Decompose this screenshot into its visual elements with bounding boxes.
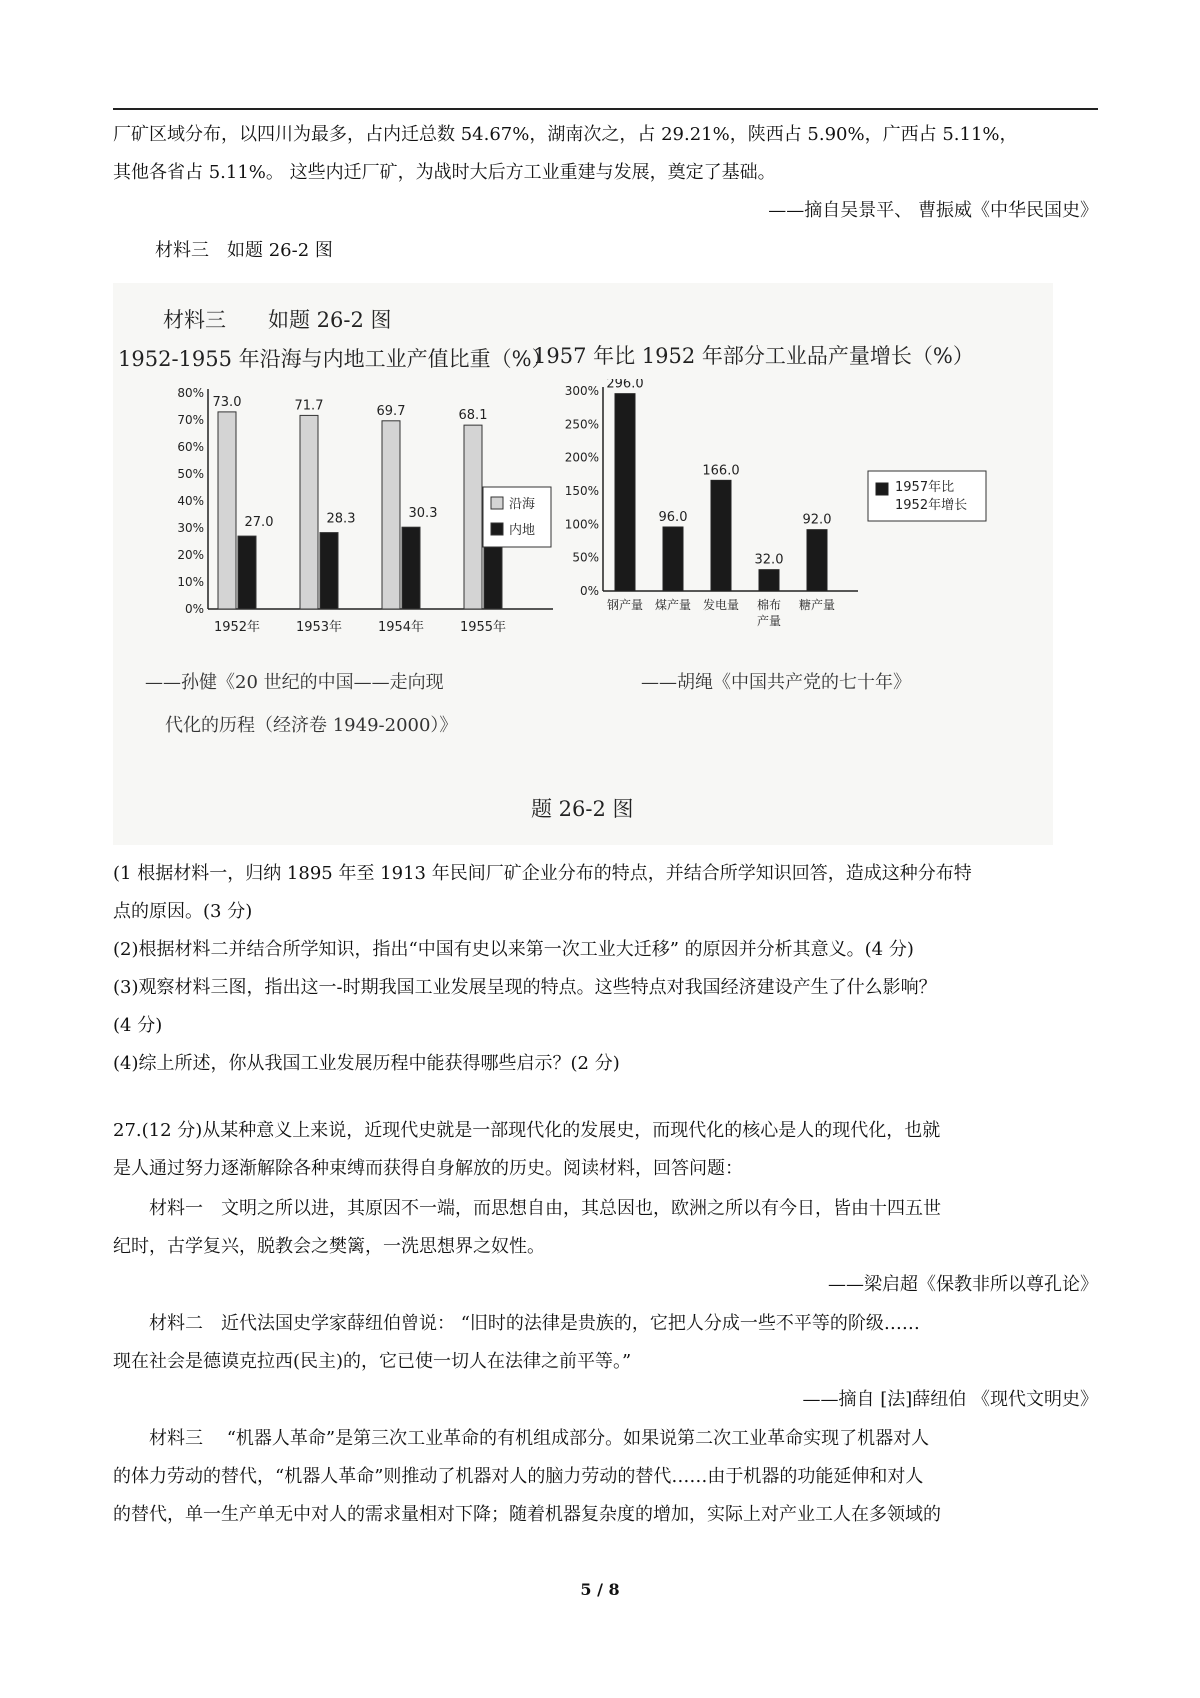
figure-caption: 题 26-2 图 [531,797,634,821]
data-label: 96.0 [658,510,688,525]
q27-material1-line-1: 材料一 文明之所以进，其原因不一端，而思想自由，其总因也，欧洲之所以有今日，皆由十四五世 [149,1198,941,1219]
q27-material1-line-2: 纪时，古学复兴，脱教会之樊篱，一洗思想界之奴性。 [113,1236,545,1257]
x-tick-label: 煤产量 [654,598,692,612]
y-tick-label: 80% [177,386,204,400]
x-tick-label: 1954年 [377,620,425,635]
left-chart-citation-line-1: ——孙健《20 世纪的中国——走向现 [145,672,444,693]
question-3-line-2: (4 分) [113,1015,163,1036]
y-tick-label: 60% [177,440,204,454]
bar [320,533,338,609]
right-chart-citation: ——胡绳《中国共产党的七十年》 [641,672,911,693]
y-tick-label: 10% [177,575,204,589]
legend-label: 内地 [509,523,536,538]
question-2: (2)根据材料二并结合所学知识，指出“中国有史以来第一次工业大迁移” 的原因并分析其意义。(4 分) [113,939,914,960]
x-tick-label-line-2: 产量 [756,614,782,628]
data-label: 27.0 [244,515,274,531]
legend-label: 沿海 [509,497,536,512]
y-tick-label: 300% [564,384,599,398]
intro-line-2: 其他各省占 5.11%。 这些内迁厂矿，为战时大后方工业重建与发展，奠定了基础。 [113,162,776,183]
y-tick-label: 50% [177,467,204,481]
question-1-line-1: (1 根据材料一，归纳 1895 年至 1913 年民间厂矿企业分布的特点，并结合所学知识回答，造成这种分布特 [113,863,972,884]
question-1-line-2: 点的原因。(3 分) [113,901,253,922]
data-label: 73.0 [212,394,242,410]
data-label: 30.3 [408,506,438,522]
legend-label-line-2: 1952年增长 [895,498,968,513]
x-tick-label: 1953年 [295,620,343,635]
y-tick-label: 0% [184,602,204,616]
legend-box [483,487,551,547]
question-3-line-1: (3)观察材料三图，指出这一-时期我国工业发展呈现的特点。这些特点对我国经济建设产生了什么影响？ [113,977,937,998]
legend-swatch [491,523,503,535]
y-tick-label: 70% [177,413,204,427]
data-label: 92.0 [802,512,832,528]
bar [300,415,318,609]
legend-box [868,471,986,521]
q27-material2-line-1: 材料二 近代法国史学家薛纽伯曾说： “旧时的法律是贵族的，它把人分成一些不平等的阶级…… [149,1313,920,1334]
y-tick-label: 30% [177,521,204,535]
x-tick-label: 1952年 [213,620,261,635]
data-label: 71.7 [294,398,324,414]
data-label: 166.0 [702,463,740,479]
q27-material2-source: ——摘自 [法]薛纽伯 《现代文明史》 [802,1389,1098,1410]
legend-swatch [491,497,503,509]
page-number: 5 / 8 [580,1580,620,1599]
bar [382,421,400,609]
material3-label: 材料三 如题 26-2 图 [155,240,333,261]
y-tick-label: 0% [579,584,599,598]
bar [464,425,482,609]
data-label: 69.7 [376,403,406,419]
intro-source: ——摘自吴景平、 曹振威《中华民国史》 [768,200,1098,221]
left-chart-citation-line-2: 代化的历程（经济卷 1949-2000）》 [165,715,458,736]
left-bar-chart [113,379,553,679]
x-tick-label: 糖产量 [798,598,836,612]
bar [711,480,731,591]
bar [663,527,683,591]
q27-material3-line-1: 材料三 “机器人革命”是第三次工业革命的有机组成部分。如果说第二次工业革命实现了机器对人 [149,1428,930,1449]
right-chart-title: 1957 年比 1952 年部分工业品产量增长（%） [533,344,974,368]
figure-label: 材料三 如题 26-2 图 [163,308,392,332]
q27-material1-source: ——梁启超《保教非所以尊孔论》 [828,1274,1098,1295]
question-4: (4)综上所述，你从我国工业发展历程中能获得哪些启示？(2 分) [113,1053,620,1074]
x-tick-label: 1955年 [459,620,507,635]
left-chart-title: 1952-1955 年沿海与内地工业产值比重（%） [118,347,553,371]
q27-material3-line-3: 的替代，单一生产单无中对人的需求量相对下降；随着机器复杂度的增加，实际上对产业工人在多领域的 [113,1504,941,1525]
y-tick-label: 200% [564,450,599,465]
figure-26-2 [113,283,1053,845]
bar [238,536,256,609]
bar [218,412,236,609]
q27-material2-line-2: 现在社会是德谟克拉西(民主)的，它已使一切人在法律之前平等。” [113,1351,632,1372]
y-tick-label: 50% [572,550,599,565]
legend-label: 1957年比 [895,480,955,495]
intro-line-1: 厂矿区域分布，以四川为最多，占内迁总数 54.67%，湖南次之，占 29.21%，陕西占 5.90%，广西占 5.11%， [113,124,1018,145]
x-tick-label: 发电量 [702,598,740,612]
y-tick-label: 40% [177,494,204,508]
bar [402,527,420,609]
x-tick-label: 钢产量 [606,598,644,612]
y-tick-label: 250% [564,417,599,432]
q27-material3-line-2: 的体力劳动的替代，“机器人革命”则推动了机器对人的脑力劳动的替代……由于机器的功能延伸和对人 [113,1466,924,1487]
bar [759,570,779,591]
data-label: 32.0 [754,552,784,568]
legend-swatch [876,483,888,495]
bar [807,530,827,591]
data-label: 68.1 [458,408,488,424]
data-label: 28.3 [326,511,356,527]
q27-intro-line-1: 27.(12 分)从某种意义上来说，近现代史就是一部现代化的发展史，而现代化的核心是人的现代化，也就 [113,1120,941,1141]
y-tick-label: 20% [177,548,204,562]
y-tick-label: 100% [564,517,599,532]
y-tick-label: 150% [564,484,599,498]
x-tick-label: 棉布 [756,598,782,612]
bar [615,394,635,591]
header-rule [113,108,1098,110]
right-bar-chart [543,379,1003,679]
data-label: 296.0 [606,379,644,392]
q27-intro-line-2: 是人通过努力逐渐解除各种束缚而获得自身解放的历史。阅读材料，回答问题： [113,1158,743,1179]
